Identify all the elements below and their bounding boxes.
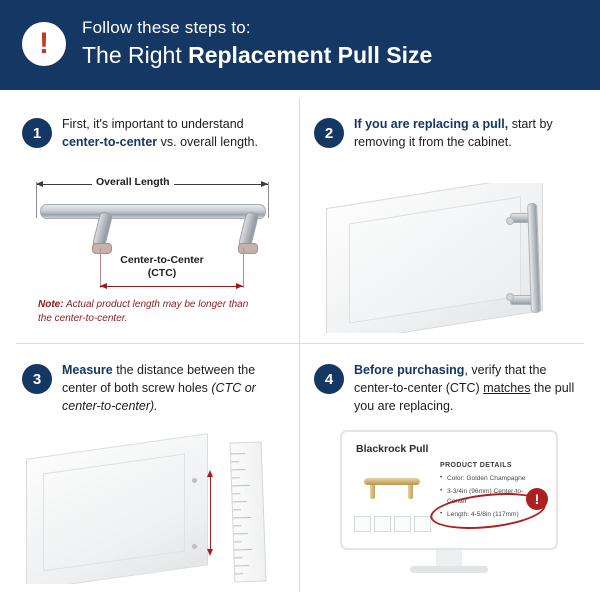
ctc-tick-right [243, 248, 244, 288]
ctc-label-line1: Center-to-Center [120, 254, 204, 266]
alert-glyph: ! [534, 491, 540, 507]
note-body: Actual product length may be longer than the center-to-center. [38, 299, 249, 324]
overall-tick-right [268, 182, 269, 218]
screw-hole-bottom [506, 293, 514, 301]
pull-bar-graphic [40, 204, 266, 219]
screw-hole-upper [192, 478, 197, 483]
cabinet-door-bare-inset [43, 453, 185, 571]
cabinet-door-illustration [320, 183, 575, 333]
thumbnail-2[interactable] [374, 516, 391, 532]
pull-foot-left [92, 243, 112, 254]
screw-hole-top [506, 217, 514, 225]
thumbnail-4[interactable] [414, 516, 431, 532]
alert-exclamation-icon [526, 488, 548, 510]
step-text-4 [354, 362, 576, 415]
ctc-label-line2: (CTC) [147, 267, 177, 280]
step-number-1: 1 [22, 118, 52, 148]
header-subtitle: Follow these steps to: [82, 18, 251, 37]
step-panel-4 [300, 344, 592, 590]
cabinet-door [326, 183, 543, 333]
step-3-text-c: (CTC or center-to-center). [62, 380, 256, 413]
step-2-text-b: start by removing it from the cabinet. [354, 117, 553, 149]
thumbnail-1[interactable] [354, 516, 371, 532]
step-text-2 [354, 116, 576, 152]
exclamation-glyph: ! [39, 27, 49, 60]
step-panel-1 [8, 98, 299, 343]
step-4-text-c: matches [483, 380, 531, 395]
cabinet-door-inset [349, 196, 521, 323]
step-text-1 [62, 116, 277, 152]
step-1-text-b: center-to-center [62, 134, 158, 149]
product-page-illustration [340, 430, 565, 585]
measuring-illustration [24, 432, 292, 584]
monitor-stand [436, 550, 462, 566]
step-panel-2 [300, 98, 592, 343]
product-leg-right [408, 484, 413, 499]
product-title: Blackrock Pull [356, 443, 429, 455]
step-number-2: 2 [314, 118, 344, 148]
ctc-arrow [100, 286, 243, 287]
step-4-text-a: Before purchasing [354, 363, 465, 377]
product-leg-left [370, 484, 375, 499]
ctc-tick-left [100, 248, 101, 288]
note-prefix: Note: [38, 299, 64, 310]
step-2-text-a: If you are replacing a pull, [354, 117, 509, 131]
step-3-text-a: Measure [62, 363, 113, 377]
measure-arrow [210, 476, 211, 550]
cabinet-door-bare [26, 433, 208, 584]
exclamation-icon [22, 22, 66, 66]
product-thumbnails[interactable] [354, 516, 431, 532]
product-detail-item: • 3-3/4in (96mm) Center-to-Center [440, 487, 540, 507]
thumbnail-3[interactable] [394, 516, 411, 532]
monitor-base [410, 566, 488, 573]
header-title-light: The Right [82, 42, 189, 68]
header-banner [0, 0, 600, 90]
steps-grid [0, 90, 600, 600]
pull-foot-right [238, 243, 258, 254]
step-number-4: 4 [314, 364, 344, 394]
header-title-bold: Replacement Pull Size [188, 42, 433, 68]
step-number-3: 3 [22, 364, 52, 394]
product-details-heading: PRODUCT DETAILS [440, 462, 512, 469]
screw-hole-lower [192, 544, 197, 549]
product-image [356, 464, 430, 512]
product-detail-item: • Length: 4-5/8in (117mm) [440, 510, 540, 520]
overall-tick-left [36, 182, 37, 218]
ctc-label [102, 254, 222, 280]
ruler-icon [230, 441, 267, 582]
step-panel-3 [8, 344, 299, 590]
step-4-text-d: the pull you are replacing. [354, 380, 575, 413]
step-1-text-a: First, it's important to understand [62, 117, 244, 131]
monitor-screen [340, 430, 558, 550]
step-1-text-c: vs. overall length. [157, 134, 258, 149]
overall-length-label: Overall Length [92, 176, 174, 188]
step-1-note [38, 298, 258, 326]
header-title [82, 42, 432, 69]
step-4-text-b: , verify that the center-to-center (CTC) [354, 363, 547, 395]
step-3-text-b: the distance between the center of both screw holes [62, 363, 256, 395]
product-detail-item: • Color: Golden Champagne [440, 474, 540, 484]
product-pull-bar [364, 478, 420, 485]
step-text-3 [62, 362, 277, 415]
